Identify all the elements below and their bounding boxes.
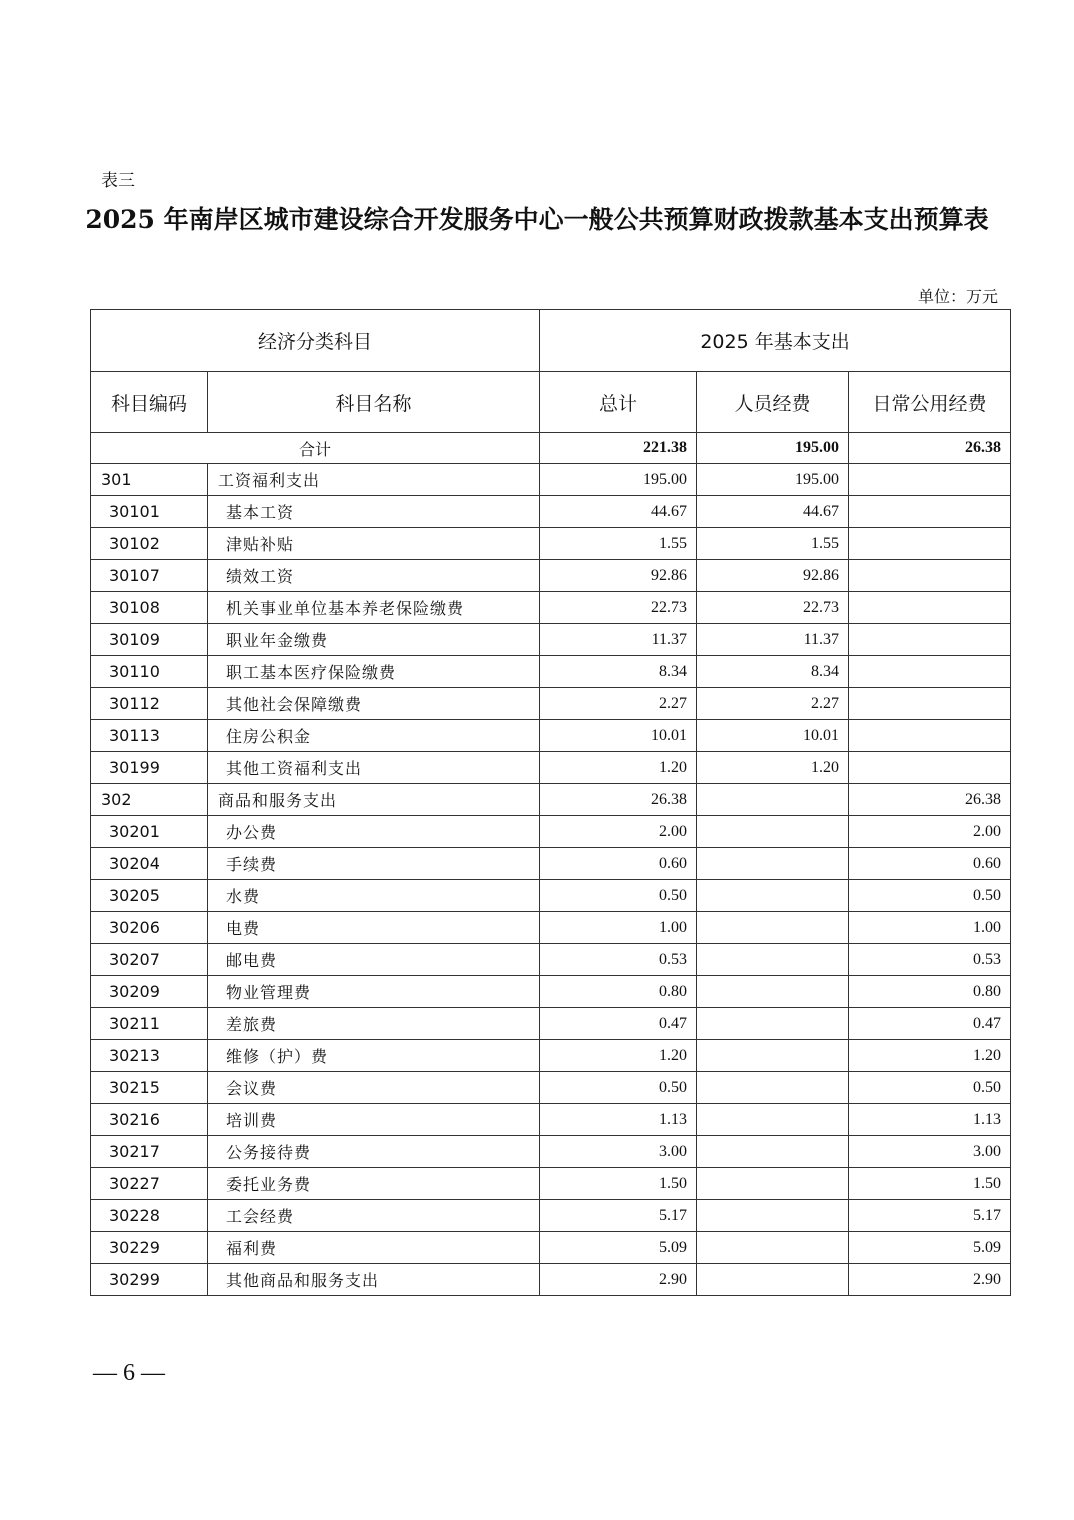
row-personnel — [697, 1168, 849, 1200]
row-public: 3.00 — [849, 1136, 1011, 1168]
table-row — [91, 720, 1011, 752]
row-code: 30299 — [91, 1264, 208, 1296]
row-code: 30199 — [91, 752, 208, 784]
row-total: 8.34 — [540, 656, 697, 688]
row-total: 0.60 — [540, 848, 697, 880]
row-personnel — [697, 1232, 849, 1264]
row-personnel: 44.67 — [697, 496, 849, 528]
row-total: 0.80 — [540, 976, 697, 1008]
row-total: 1.20 — [540, 1040, 697, 1072]
row-personnel: 1.20 — [697, 752, 849, 784]
row-public — [849, 752, 1011, 784]
row-total: 1.00 — [540, 912, 697, 944]
row-code: 30113 — [91, 720, 208, 752]
row-name: 办公费 — [208, 816, 540, 848]
row-public: 0.60 — [849, 848, 1011, 880]
row-name: 工会经费 — [208, 1200, 540, 1232]
header-basic-expense: 2025 年基本支出 — [540, 310, 1011, 372]
row-personnel: 11.37 — [697, 624, 849, 656]
row-personnel — [697, 1104, 849, 1136]
total-personnel: 195.00 — [697, 433, 849, 464]
row-code: 30216 — [91, 1104, 208, 1136]
row-personnel — [697, 1200, 849, 1232]
row-name: 职工基本医疗保险缴费 — [208, 656, 540, 688]
row-name: 住房公积金 — [208, 720, 540, 752]
row-total: 3.00 — [540, 1136, 697, 1168]
row-personnel: 1.55 — [697, 528, 849, 560]
total-public: 26.38 — [849, 433, 1011, 464]
row-total: 0.50 — [540, 880, 697, 912]
row-total: 22.73 — [540, 592, 697, 624]
row-name: 基本工资 — [208, 496, 540, 528]
header-public: 日常公用经费 — [849, 372, 1011, 433]
row-name: 水费 — [208, 880, 540, 912]
table-row — [91, 1200, 1011, 1232]
table-body — [91, 433, 1011, 1296]
row-code: 30102 — [91, 528, 208, 560]
row-code: 30207 — [91, 944, 208, 976]
row-personnel: 8.34 — [697, 656, 849, 688]
row-public: 26.38 — [849, 784, 1011, 816]
total-amount: 221.38 — [540, 433, 697, 464]
header-code: 科目编码 — [91, 372, 208, 433]
header-econ-category: 经济分类科目 — [91, 310, 540, 372]
row-name: 福利费 — [208, 1232, 540, 1264]
row-name: 其他社会保障缴费 — [208, 688, 540, 720]
row-code: 30209 — [91, 976, 208, 1008]
row-public: 0.50 — [849, 1072, 1011, 1104]
row-personnel: 195.00 — [697, 464, 849, 496]
row-total: 1.50 — [540, 1168, 697, 1200]
row-total: 92.86 — [540, 560, 697, 592]
row-code: 30217 — [91, 1136, 208, 1168]
total-label: 合计 — [91, 433, 540, 464]
row-public — [849, 624, 1011, 656]
row-total: 2.00 — [540, 816, 697, 848]
row-public — [849, 656, 1011, 688]
row-public — [849, 560, 1011, 592]
row-code: 30101 — [91, 496, 208, 528]
row-personnel — [697, 1072, 849, 1104]
row-public: 0.80 — [849, 976, 1011, 1008]
row-total: 0.50 — [540, 1072, 697, 1104]
row-personnel: 22.73 — [697, 592, 849, 624]
row-public — [849, 496, 1011, 528]
row-code: 30228 — [91, 1200, 208, 1232]
row-name: 邮电费 — [208, 944, 540, 976]
table-row — [91, 1040, 1011, 1072]
header-total: 总计 — [540, 372, 697, 433]
row-name: 培训费 — [208, 1104, 540, 1136]
row-name: 差旅费 — [208, 1008, 540, 1040]
page-number: — 6 — — [93, 1360, 165, 1386]
budget-table — [90, 309, 1011, 1296]
row-name: 委托业务费 — [208, 1168, 540, 1200]
table-row — [91, 560, 1011, 592]
table-row — [91, 784, 1011, 816]
row-total: 5.09 — [540, 1232, 697, 1264]
row-code: 30109 — [91, 624, 208, 656]
row-public: 0.47 — [849, 1008, 1011, 1040]
row-public — [849, 464, 1011, 496]
table-row — [91, 752, 1011, 784]
table-row — [91, 1008, 1011, 1040]
row-personnel — [697, 976, 849, 1008]
table-row — [91, 848, 1011, 880]
table-row — [91, 464, 1011, 496]
table-row — [91, 944, 1011, 976]
row-public — [849, 592, 1011, 624]
document-title: 2025 年南岸区城市建设综合开发服务中心一般公共预算财政拨款基本支出预算表 — [85, 205, 989, 234]
row-name: 绩效工资 — [208, 560, 540, 592]
row-public: 1.13 — [849, 1104, 1011, 1136]
row-total: 44.67 — [540, 496, 697, 528]
row-public — [849, 528, 1011, 560]
row-total: 26.38 — [540, 784, 697, 816]
row-public — [849, 720, 1011, 752]
row-code: 30204 — [91, 848, 208, 880]
row-code: 30213 — [91, 1040, 208, 1072]
unit-label: 单位：万元 — [917, 287, 998, 306]
row-personnel: 10.01 — [697, 720, 849, 752]
row-code: 30107 — [91, 560, 208, 592]
table-row — [91, 1264, 1011, 1296]
table-row — [91, 624, 1011, 656]
row-code: 301 — [91, 464, 208, 496]
table-row — [91, 1232, 1011, 1264]
table-row — [91, 816, 1011, 848]
row-total: 0.47 — [540, 1008, 697, 1040]
table-row — [91, 1104, 1011, 1136]
table-row — [91, 528, 1011, 560]
row-personnel — [697, 1264, 849, 1296]
row-total: 0.53 — [540, 944, 697, 976]
row-total: 1.55 — [540, 528, 697, 560]
row-public: 1.00 — [849, 912, 1011, 944]
row-code: 30229 — [91, 1232, 208, 1264]
row-public: 2.90 — [849, 1264, 1011, 1296]
row-public: 0.53 — [849, 944, 1011, 976]
row-public: 5.17 — [849, 1200, 1011, 1232]
table-row — [91, 976, 1011, 1008]
row-total: 5.17 — [540, 1200, 697, 1232]
row-code: 30211 — [91, 1008, 208, 1040]
row-total: 10.01 — [540, 720, 697, 752]
row-total: 2.27 — [540, 688, 697, 720]
row-name: 职业年金缴费 — [208, 624, 540, 656]
row-code: 302 — [91, 784, 208, 816]
table-row — [91, 656, 1011, 688]
row-personnel — [697, 880, 849, 912]
row-name: 机关事业单位基本养老保险缴费 — [208, 592, 540, 624]
row-name: 维修（护）费 — [208, 1040, 540, 1072]
table-row — [91, 496, 1011, 528]
row-public: 1.20 — [849, 1040, 1011, 1072]
row-public: 5.09 — [849, 1232, 1011, 1264]
row-code: 30227 — [91, 1168, 208, 1200]
row-name: 其他工资福利支出 — [208, 752, 540, 784]
row-name: 商品和服务支出 — [208, 784, 540, 816]
row-code: 30201 — [91, 816, 208, 848]
header-name: 科目名称 — [208, 372, 540, 433]
row-public — [849, 688, 1011, 720]
row-code: 30112 — [91, 688, 208, 720]
row-name: 其他商品和服务支出 — [208, 1264, 540, 1296]
row-name: 公务接待费 — [208, 1136, 540, 1168]
row-code: 30215 — [91, 1072, 208, 1104]
row-total: 195.00 — [540, 464, 697, 496]
row-public: 1.50 — [849, 1168, 1011, 1200]
row-name: 手续费 — [208, 848, 540, 880]
row-public: 0.50 — [849, 880, 1011, 912]
table-row — [91, 1072, 1011, 1104]
row-personnel — [697, 1008, 849, 1040]
row-personnel: 2.27 — [697, 688, 849, 720]
row-name: 工资福利支出 — [208, 464, 540, 496]
table-number: 表三 — [101, 171, 135, 191]
row-code: 30108 — [91, 592, 208, 624]
row-name: 会议费 — [208, 1072, 540, 1104]
table-row — [91, 912, 1011, 944]
table-row — [91, 1168, 1011, 1200]
row-code: 30205 — [91, 880, 208, 912]
row-personnel: 92.86 — [697, 560, 849, 592]
row-personnel — [697, 1040, 849, 1072]
row-personnel — [697, 848, 849, 880]
table-row — [91, 592, 1011, 624]
table-row — [91, 880, 1011, 912]
table-row — [91, 688, 1011, 720]
row-personnel — [697, 1136, 849, 1168]
table-row — [91, 1136, 1011, 1168]
row-total: 1.13 — [540, 1104, 697, 1136]
header-personnel: 人员经费 — [697, 372, 849, 433]
row-personnel — [697, 912, 849, 944]
row-personnel — [697, 944, 849, 976]
row-name: 物业管理费 — [208, 976, 540, 1008]
row-total: 1.20 — [540, 752, 697, 784]
row-code: 30206 — [91, 912, 208, 944]
row-name: 津贴补贴 — [208, 528, 540, 560]
total-row — [91, 433, 1011, 464]
row-name: 电费 — [208, 912, 540, 944]
row-total: 11.37 — [540, 624, 697, 656]
row-code: 30110 — [91, 656, 208, 688]
row-personnel — [697, 784, 849, 816]
row-public: 2.00 — [849, 816, 1011, 848]
row-total: 2.90 — [540, 1264, 697, 1296]
row-personnel — [697, 816, 849, 848]
